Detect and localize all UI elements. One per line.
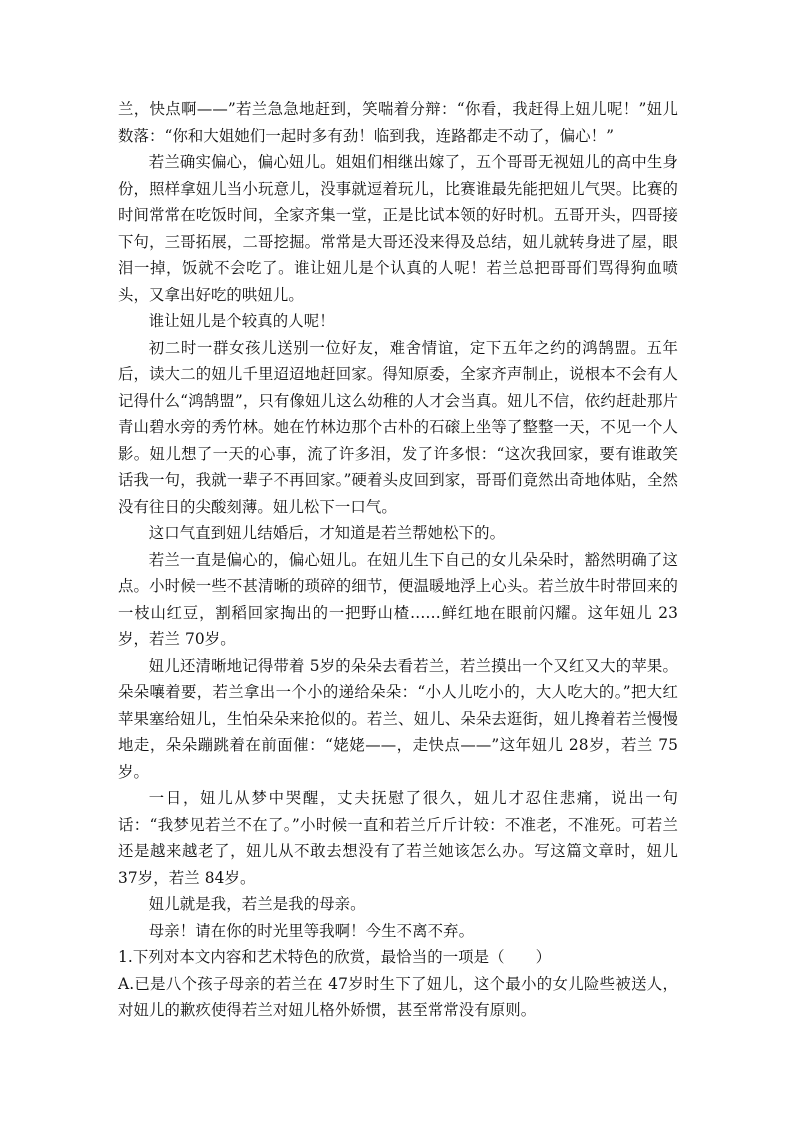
question-stem: 1.下列对本文内容和艺术特色的欣赏，最恰当的一项是（ ） — [118, 948, 552, 966]
paragraph-continued: 兰，快点啊——”若兰急急地赶到，笑喘着分辩：“你看，我赶得上妞儿呢！”妞儿数落：“你和大姐她们一起时多有劲！临到我，连路都走不动了，偏心！” — [118, 100, 678, 145]
paragraph: 妞儿还清晰地记得带着 5岁的朵朵去看若兰，若兰摸出一个又红又大的苹果。朵朵嚷着要，若兰拿出一个小的递给朵朵：“小人儿吃小的，大人吃大的。”把大红苹果塞给妞儿，生怕朵朵来抢似的。若兰、妞儿、朵朵去逛街，妞儿搀着若兰慢慢地走，朵朵蹦跳着在前面催：“姥姥——，走快点——”这年妞儿 28岁，若兰 75岁。 — [118, 656, 678, 781]
paragraph: 若兰确实偏心，偏心妞儿。姐姐们相继出嫁了，五个哥哥无视妞儿的高中生身份，照样拿妞儿当小玩意儿，没事就逗着玩儿，比赛谁最先能把妞儿气哭。比赛的时间常常在吃饭时间，全家齐集一堂，正是比试本领的好时机。五哥开头，四哥接下句，三哥拓展，二哥挖掘。常常是大哥还没来得及总结，妞儿就转身进了屋，眼泪一掉，饭就不会吃了。谁让妞儿是个认真的人呢！若兰总把哥哥们骂得狗血喷头，又拿出好吃的哄妞儿。 — [118, 153, 678, 304]
paragraph: 若兰一直是偏心的，偏心妞儿。在妞儿生下自己的女儿朵朵时，豁然明确了这点。小时候一些不甚清晰的琐碎的细节，便温暖地浮上心头。若兰放牛时带回来的一枝山红豆，割稻回家掏出的一把野山楂……鲜红地在眼前闪耀。这年妞儿 23岁，若兰 70岁。 — [118, 550, 678, 648]
paragraph: 这口气直到妞儿结婚后，才知道是若兰帮她松下的。 — [148, 524, 506, 542]
paragraph: 妞儿就是我，若兰是我的母亲。 — [148, 895, 366, 913]
question-option-a: A.已是八个孩子母亲的若兰在 47岁时生下了妞儿，这个最小的女儿险些被送人，对妞儿的歉疚使得若兰对妞儿格外娇惯，甚至常常没有原则。 — [118, 974, 678, 1019]
article-body — [118, 96, 678, 1024]
paragraph: 谁让妞儿是个较真的人呢！ — [148, 312, 335, 330]
paragraph: 母亲！请在你的时光里等我啊！今生不离不弃。 — [148, 921, 475, 940]
paragraph: 初二时一群女孩儿送别一位好友，难舍情谊，定下五年之约的鸿鹄盟。五年后，读大二的妞儿千里迢迢地赶回家。得知原委，全家齐声制止，说根本不会有人记得什么“鸿鹄盟”，只有像妞儿这么幼稚的人才会当真。妞儿不信，依约赶赴那片青山碧水旁的秀竹林。她在竹林边那个古朴的石磙上坐等了整整一天，不见一个人影。妞儿想了一天的心事，流了许多泪，发了许多恨：“这次我回家，要有谁敢笑话我一句，我就一辈子不再回家。”硬着头皮回到家，哥哥们竟然出奇地体贴，全然没有往日的尖酸刻薄。妞儿松下一口气。 — [118, 338, 678, 516]
paragraph: 一日，妞儿从梦中哭醒，丈夫抚慰了很久，妞儿才忍住悲痛，说出一句话：“我梦见若兰不在了。”小时候一直和若兰斤斤计较：不准老，不准死。可若兰还是越来越老了，妞儿从不敢去想没有了若兰她该怎么办。写这篇文章时，妞儿 37岁，若兰 84岁。 — [118, 789, 678, 887]
